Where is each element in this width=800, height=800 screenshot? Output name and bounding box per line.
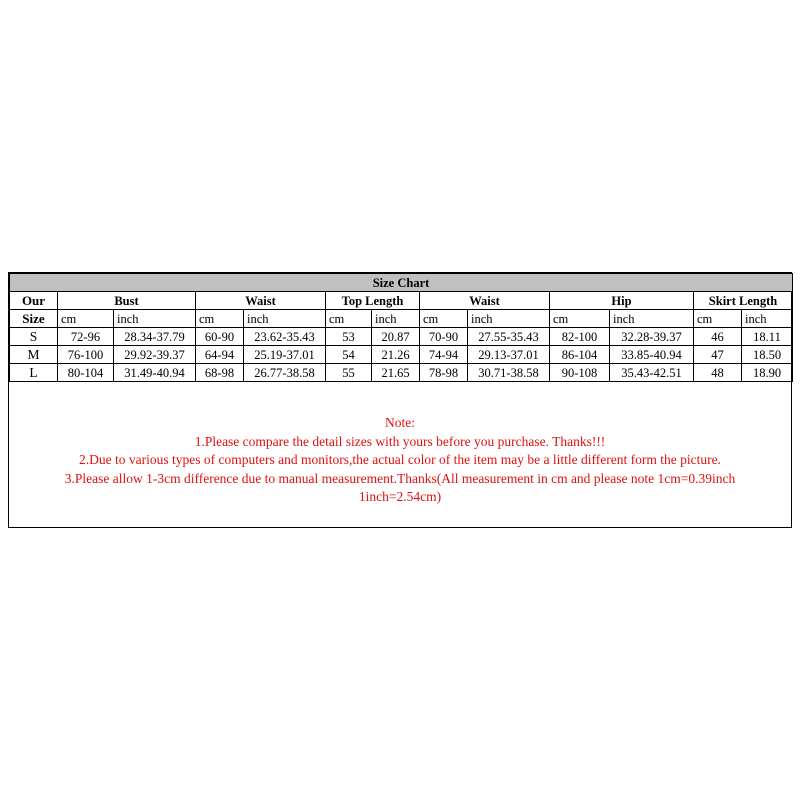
value-cell: 20.87 [372,328,420,346]
value-cell: 80-104 [58,364,114,382]
value-cell: 74-94 [420,346,468,364]
unit-cm: cm [694,310,742,328]
unit-cm: cm [196,310,244,328]
value-cell: 21.65 [372,364,420,382]
size-chart-title: Size Chart [10,274,793,292]
value-cell: 23.62-35.43 [244,328,326,346]
unit-inch: inch [372,310,420,328]
value-cell: 18.11 [742,328,793,346]
value-cell: 35.43-42.51 [610,364,694,382]
size-cell: L [10,364,58,382]
value-cell: 60-90 [196,328,244,346]
value-cell: 29.92-39.37 [114,346,196,364]
size-chart-panel [8,272,792,528]
value-cell: 76-100 [58,346,114,364]
value-cell: 26.77-38.58 [244,364,326,382]
unit-inch: inch [114,310,196,328]
table-row [10,364,793,382]
value-cell: 27.55-35.43 [468,328,550,346]
value-cell: 64-94 [196,346,244,364]
value-cell: 70-90 [420,328,468,346]
header-skirt-length: Skirt Length [694,292,793,310]
header-hip: Hip [550,292,694,310]
value-cell: 18.90 [742,364,793,382]
unit-inch: inch [244,310,326,328]
size-cell: M [10,346,58,364]
value-cell: 28.34-37.79 [114,328,196,346]
note-line-1: 1.Please compare the detail sizes with yours before you purchase. Thanks!!! [194,433,606,449]
value-cell: 90-108 [550,364,610,382]
unit-inch: inch [742,310,793,328]
value-cell: 25.19-37.01 [244,346,326,364]
note-line-2: 2.Due to various types of computers and monitors,the actual color of the item may be a little different form the picture. [79,452,721,467]
value-cell: 68-98 [196,364,244,382]
header-top-length: Top Length [326,292,420,310]
value-cell: 82-100 [550,328,610,346]
header-bust: Bust [58,292,196,310]
value-cell: 55 [326,364,372,382]
value-cell: 47 [694,346,742,364]
value-cell: 21.26 [372,346,420,364]
value-cell: 30.71-38.58 [468,364,550,382]
value-cell: 48 [694,364,742,382]
value-cell: 46 [694,328,742,346]
unit-cm: cm [550,310,610,328]
unit-inch: inch [610,310,694,328]
header-skirt-waist: Waist [420,292,550,310]
value-cell: 86-104 [550,346,610,364]
value-cell: 53 [326,328,372,346]
size-chart-table [9,273,793,382]
value-cell: 18.50 [742,346,793,364]
value-cell: 33.85-40.94 [610,346,694,364]
unit-cm: cm [326,310,372,328]
table-row [10,346,793,364]
unit-cm: cm [58,310,114,328]
note-heading: Note: [385,415,415,430]
value-cell: 32.28-39.37 [610,328,694,346]
header-waist: Waist [196,292,326,310]
value-cell: 29.13-37.01 [468,346,550,364]
notes-section [9,414,791,507]
note-line-3: 3.Please allow 1-3cm difference due to manual measurement.Thanks(All measurement in cm and please note 1cm=0.39inch [64,470,736,486]
value-cell: 31.49-40.94 [114,364,196,382]
value-cell: 78-98 [420,364,468,382]
value-cell: 72-96 [58,328,114,346]
table-row [10,328,793,346]
unit-cm: cm [420,310,468,328]
our-size-header-bottom: Size [10,310,58,328]
value-cell: 54 [326,346,372,364]
our-size-header-top: Our [10,292,58,310]
size-cell: S [10,328,58,346]
note-line-3-continued: 1inch=2.54cm) [358,489,442,504]
unit-inch: inch [468,310,550,328]
